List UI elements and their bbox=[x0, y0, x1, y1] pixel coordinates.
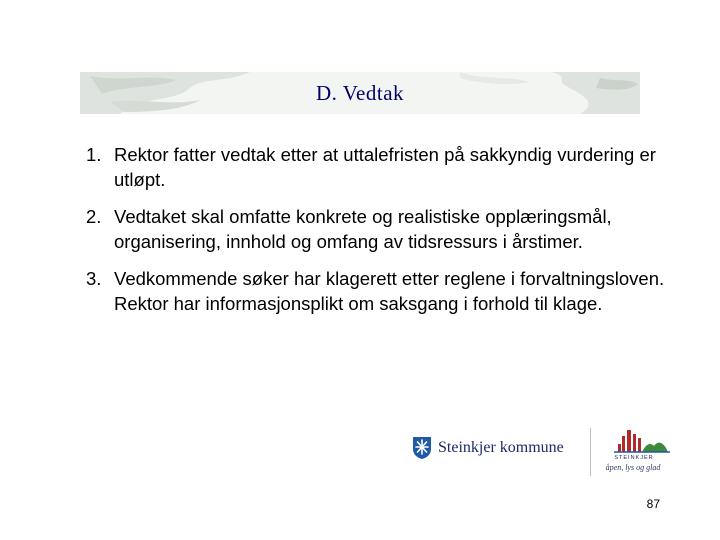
item-text: Rektor fatter vedtak etter at uttalefristen på sakkyndig vurdering er utløpt. bbox=[114, 144, 656, 190]
item-number: 3. bbox=[86, 268, 102, 289]
list-item bbox=[86, 204, 696, 254]
item-number: 2. bbox=[86, 206, 102, 227]
page-title: D. Vedtak bbox=[315, 80, 405, 105]
logo-divider bbox=[590, 428, 591, 476]
title-banner bbox=[80, 72, 640, 114]
vedtak-list bbox=[86, 142, 696, 328]
item-text: Vedtaket skal omfatte konkrete og realistiske opplæringsmål, organisering, innhold og omfang av tidsressurs i årstimer. bbox=[114, 206, 612, 252]
steinkjer-kommune-logo bbox=[412, 436, 564, 460]
municipal-crest-icon bbox=[412, 436, 432, 460]
list-item bbox=[86, 266, 696, 316]
list-item bbox=[86, 142, 696, 192]
emblem-slogan: åpen, lys og glad bbox=[605, 463, 661, 472]
page-number: 87 bbox=[646, 497, 660, 511]
item-text: Vedkommende søker har klagerett etter reglene i forvaltningsloven. Rektor har informasjonsplikt om saksgang i forhold til klage. bbox=[114, 268, 665, 314]
item-number: 1. bbox=[86, 144, 102, 165]
logo-text: Steinkjer kommune bbox=[438, 439, 564, 456]
emblem-name: STEINKJER bbox=[614, 455, 654, 461]
